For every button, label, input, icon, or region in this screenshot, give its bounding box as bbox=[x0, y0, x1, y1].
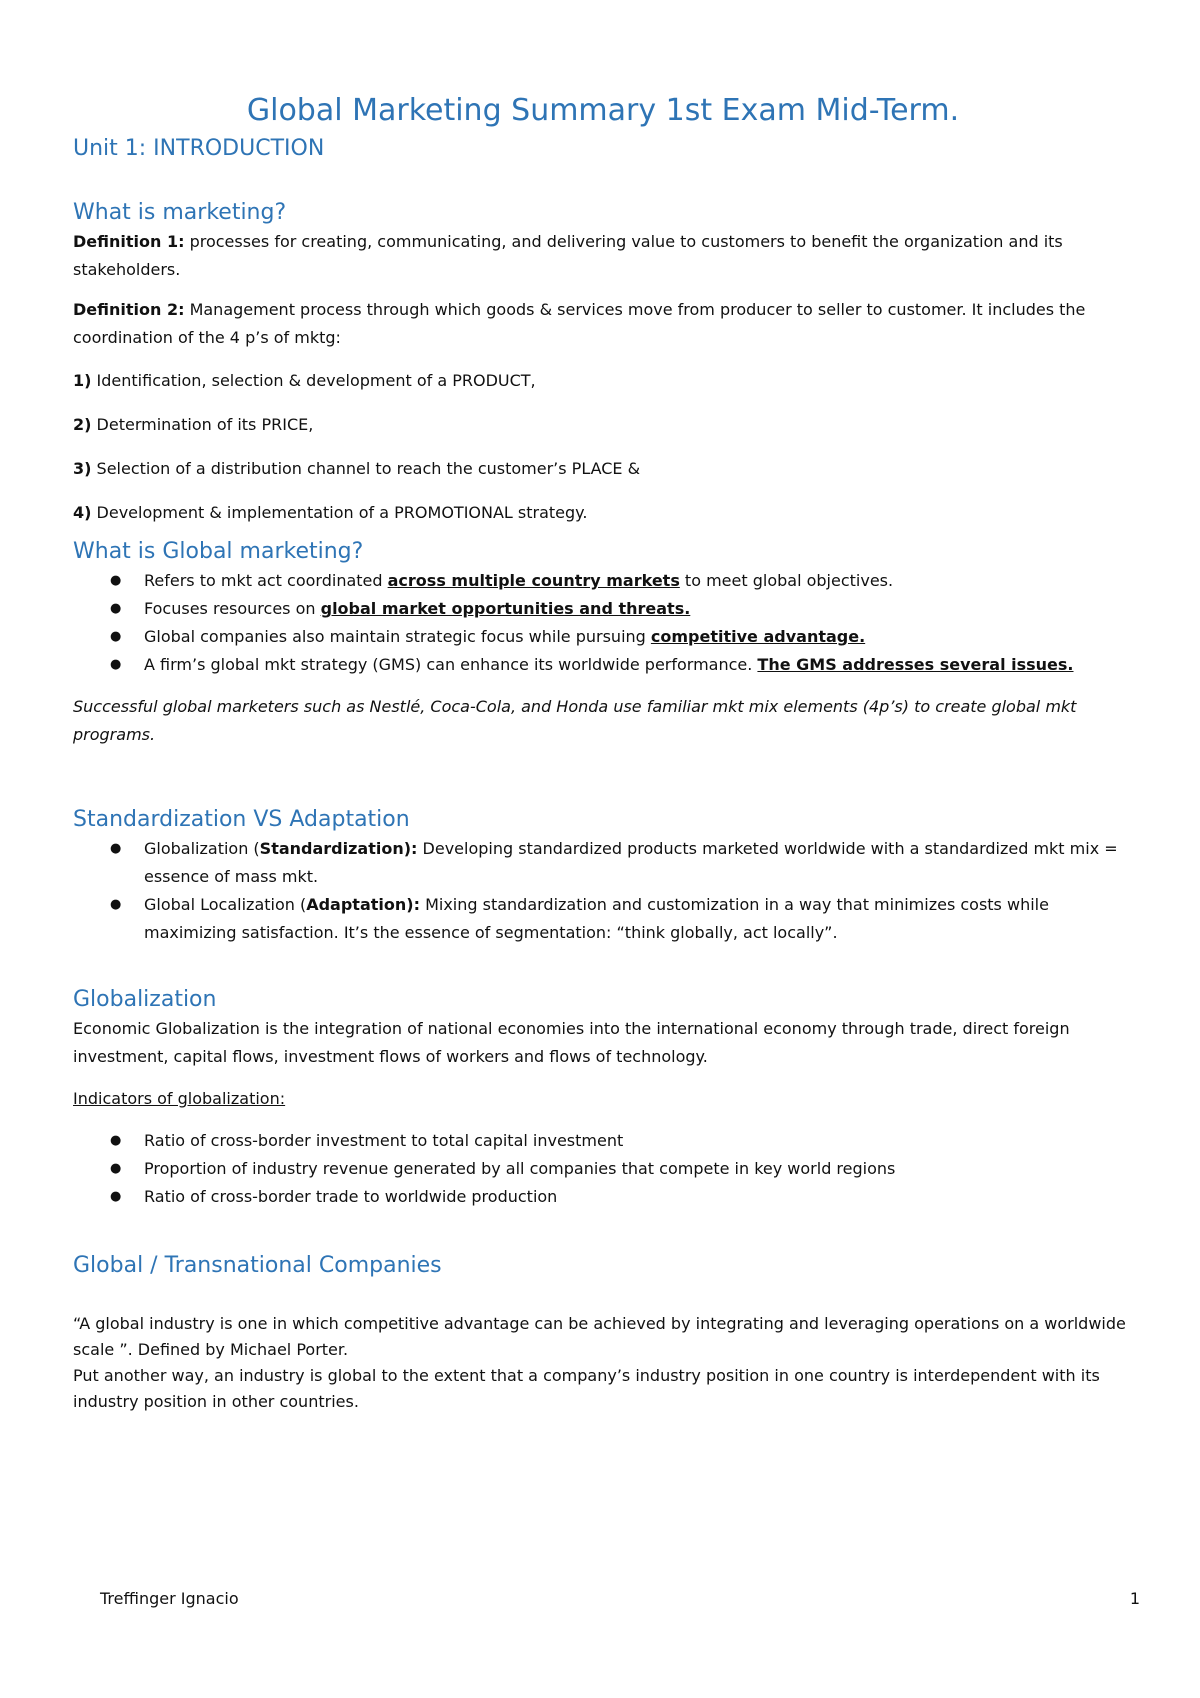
step-text: Development & implementation of a PROMOTIONAL strategy. bbox=[91, 503, 588, 522]
porter-quote: “A global industry is one in which competitive advantage can be achieved by integrating and leveraging operations on a worldwide scale ”. Defined by Michael Porter. bbox=[73, 1314, 1126, 1359]
standardization-list bbox=[73, 835, 1133, 947]
step-number: 3) bbox=[73, 459, 92, 478]
heading-standardization-vs-adaptation: Standardization VS Adaptation bbox=[73, 807, 410, 832]
list-item: ● Refers to mkt act coordinated across multiple country markets to meet global objectives. bbox=[73, 567, 1133, 595]
heading-globalization: Globalization bbox=[73, 987, 217, 1012]
step-text: Selection of a distribution channel to reach the customer’s PLACE & bbox=[91, 459, 641, 478]
step-4 bbox=[73, 499, 1133, 527]
definition-1-text: processes for creating, communicating, and delivering value to customers to benefit the organization and its stakeholders. bbox=[73, 232, 1063, 279]
globalization-definition: Economic Globalization is the integration of national economies into the international economy through trade, direct foreign investment, capital flows, investment flows of workers and flows of technology. bbox=[73, 1019, 1070, 1066]
definition-2-text: Management process through which goods & services move from producer to seller to customer. It includes the coordination of the 4 p’s of mktg: bbox=[73, 300, 1086, 347]
global-marketers-note: Successful global marketers such as Nestlé, Coca-Cola, and Honda use familiar mkt mix elements (4p’s) to create global mkt programs. bbox=[73, 697, 1077, 744]
heading-what-is-marketing: What is marketing? bbox=[73, 200, 287, 225]
heading-transnational-companies: Global / Transnational Companies bbox=[73, 1253, 442, 1278]
bullet-icon: ● bbox=[110, 657, 122, 672]
list-item: ● Ratio of cross-border investment to total capital investment bbox=[73, 1127, 1133, 1155]
indicators-list bbox=[73, 1127, 1133, 1211]
definition-2-label: Definition 2: bbox=[73, 300, 185, 319]
heading-what-is-global-marketing: What is Global marketing? bbox=[73, 539, 364, 564]
definition-2 bbox=[73, 296, 1133, 352]
step-number: 4) bbox=[73, 503, 92, 522]
definition-1 bbox=[73, 228, 1133, 284]
step-number: 2) bbox=[73, 415, 92, 434]
bullet-icon: ● bbox=[110, 573, 122, 588]
bullet-icon: ● bbox=[110, 629, 122, 644]
step-1 bbox=[73, 367, 1133, 395]
bullet-icon: ● bbox=[110, 1189, 122, 1204]
step-number: 1) bbox=[73, 371, 92, 390]
list-item: ● Focuses resources on global market opportunities and threats. bbox=[73, 595, 1133, 623]
definition-1-label: Definition 1: bbox=[73, 232, 185, 251]
bullet-icon: ● bbox=[110, 601, 122, 616]
global-marketing-list bbox=[73, 567, 1133, 679]
document-title: Global Marketing Summary 1st Exam Mid-Term. bbox=[246, 93, 960, 128]
list-item: ● Proportion of industry revenue generated by all companies that compete in key world regions bbox=[73, 1155, 1133, 1183]
list-item: ● Global companies also maintain strategic focus while pursuing competitive advantage. bbox=[73, 623, 1133, 651]
list-item: ● Ratio of cross-border trade to worldwide production bbox=[73, 1183, 1133, 1211]
document-body bbox=[73, 92, 1133, 1415]
transnational-explanation: Put another way, an industry is global to the extent that a company’s industry position in one country is interdependent with its industry position in other countries. bbox=[73, 1366, 1100, 1411]
indicators-label: Indicators of globalization: bbox=[73, 1089, 286, 1108]
bullet-icon: ● bbox=[110, 1161, 122, 1176]
step-2 bbox=[73, 411, 1133, 439]
unit-heading: Unit 1: INTRODUCTION bbox=[73, 136, 325, 161]
step-text: Determination of its PRICE, bbox=[91, 415, 314, 434]
page-number: 1 bbox=[1129, 1589, 1140, 1608]
bullet-icon: ● bbox=[110, 1133, 122, 1148]
step-3 bbox=[73, 455, 1133, 483]
bullet-icon: ● bbox=[110, 897, 122, 912]
list-item: ● A firm’s global mkt strategy (GMS) can enhance its worldwide performance. The GMS addresses several issues. bbox=[73, 651, 1133, 679]
list-item: ● Globalization (Standardization): Developing standardized products marketed worldwide with a standardized mkt mix = essence of mass mkt. bbox=[73, 835, 1133, 891]
step-text: Identification, selection & development of a PRODUCT, bbox=[91, 371, 536, 390]
bullet-icon: ● bbox=[110, 841, 122, 856]
footer-author: Treffinger Ignacio bbox=[100, 1589, 239, 1608]
list-item: ● Global Localization (Adaptation): Mixing standardization and customization in a way that minimizes costs while maximizing satisfaction. It’s the essence of segmentation: “think globally, act locally”. bbox=[73, 891, 1133, 947]
